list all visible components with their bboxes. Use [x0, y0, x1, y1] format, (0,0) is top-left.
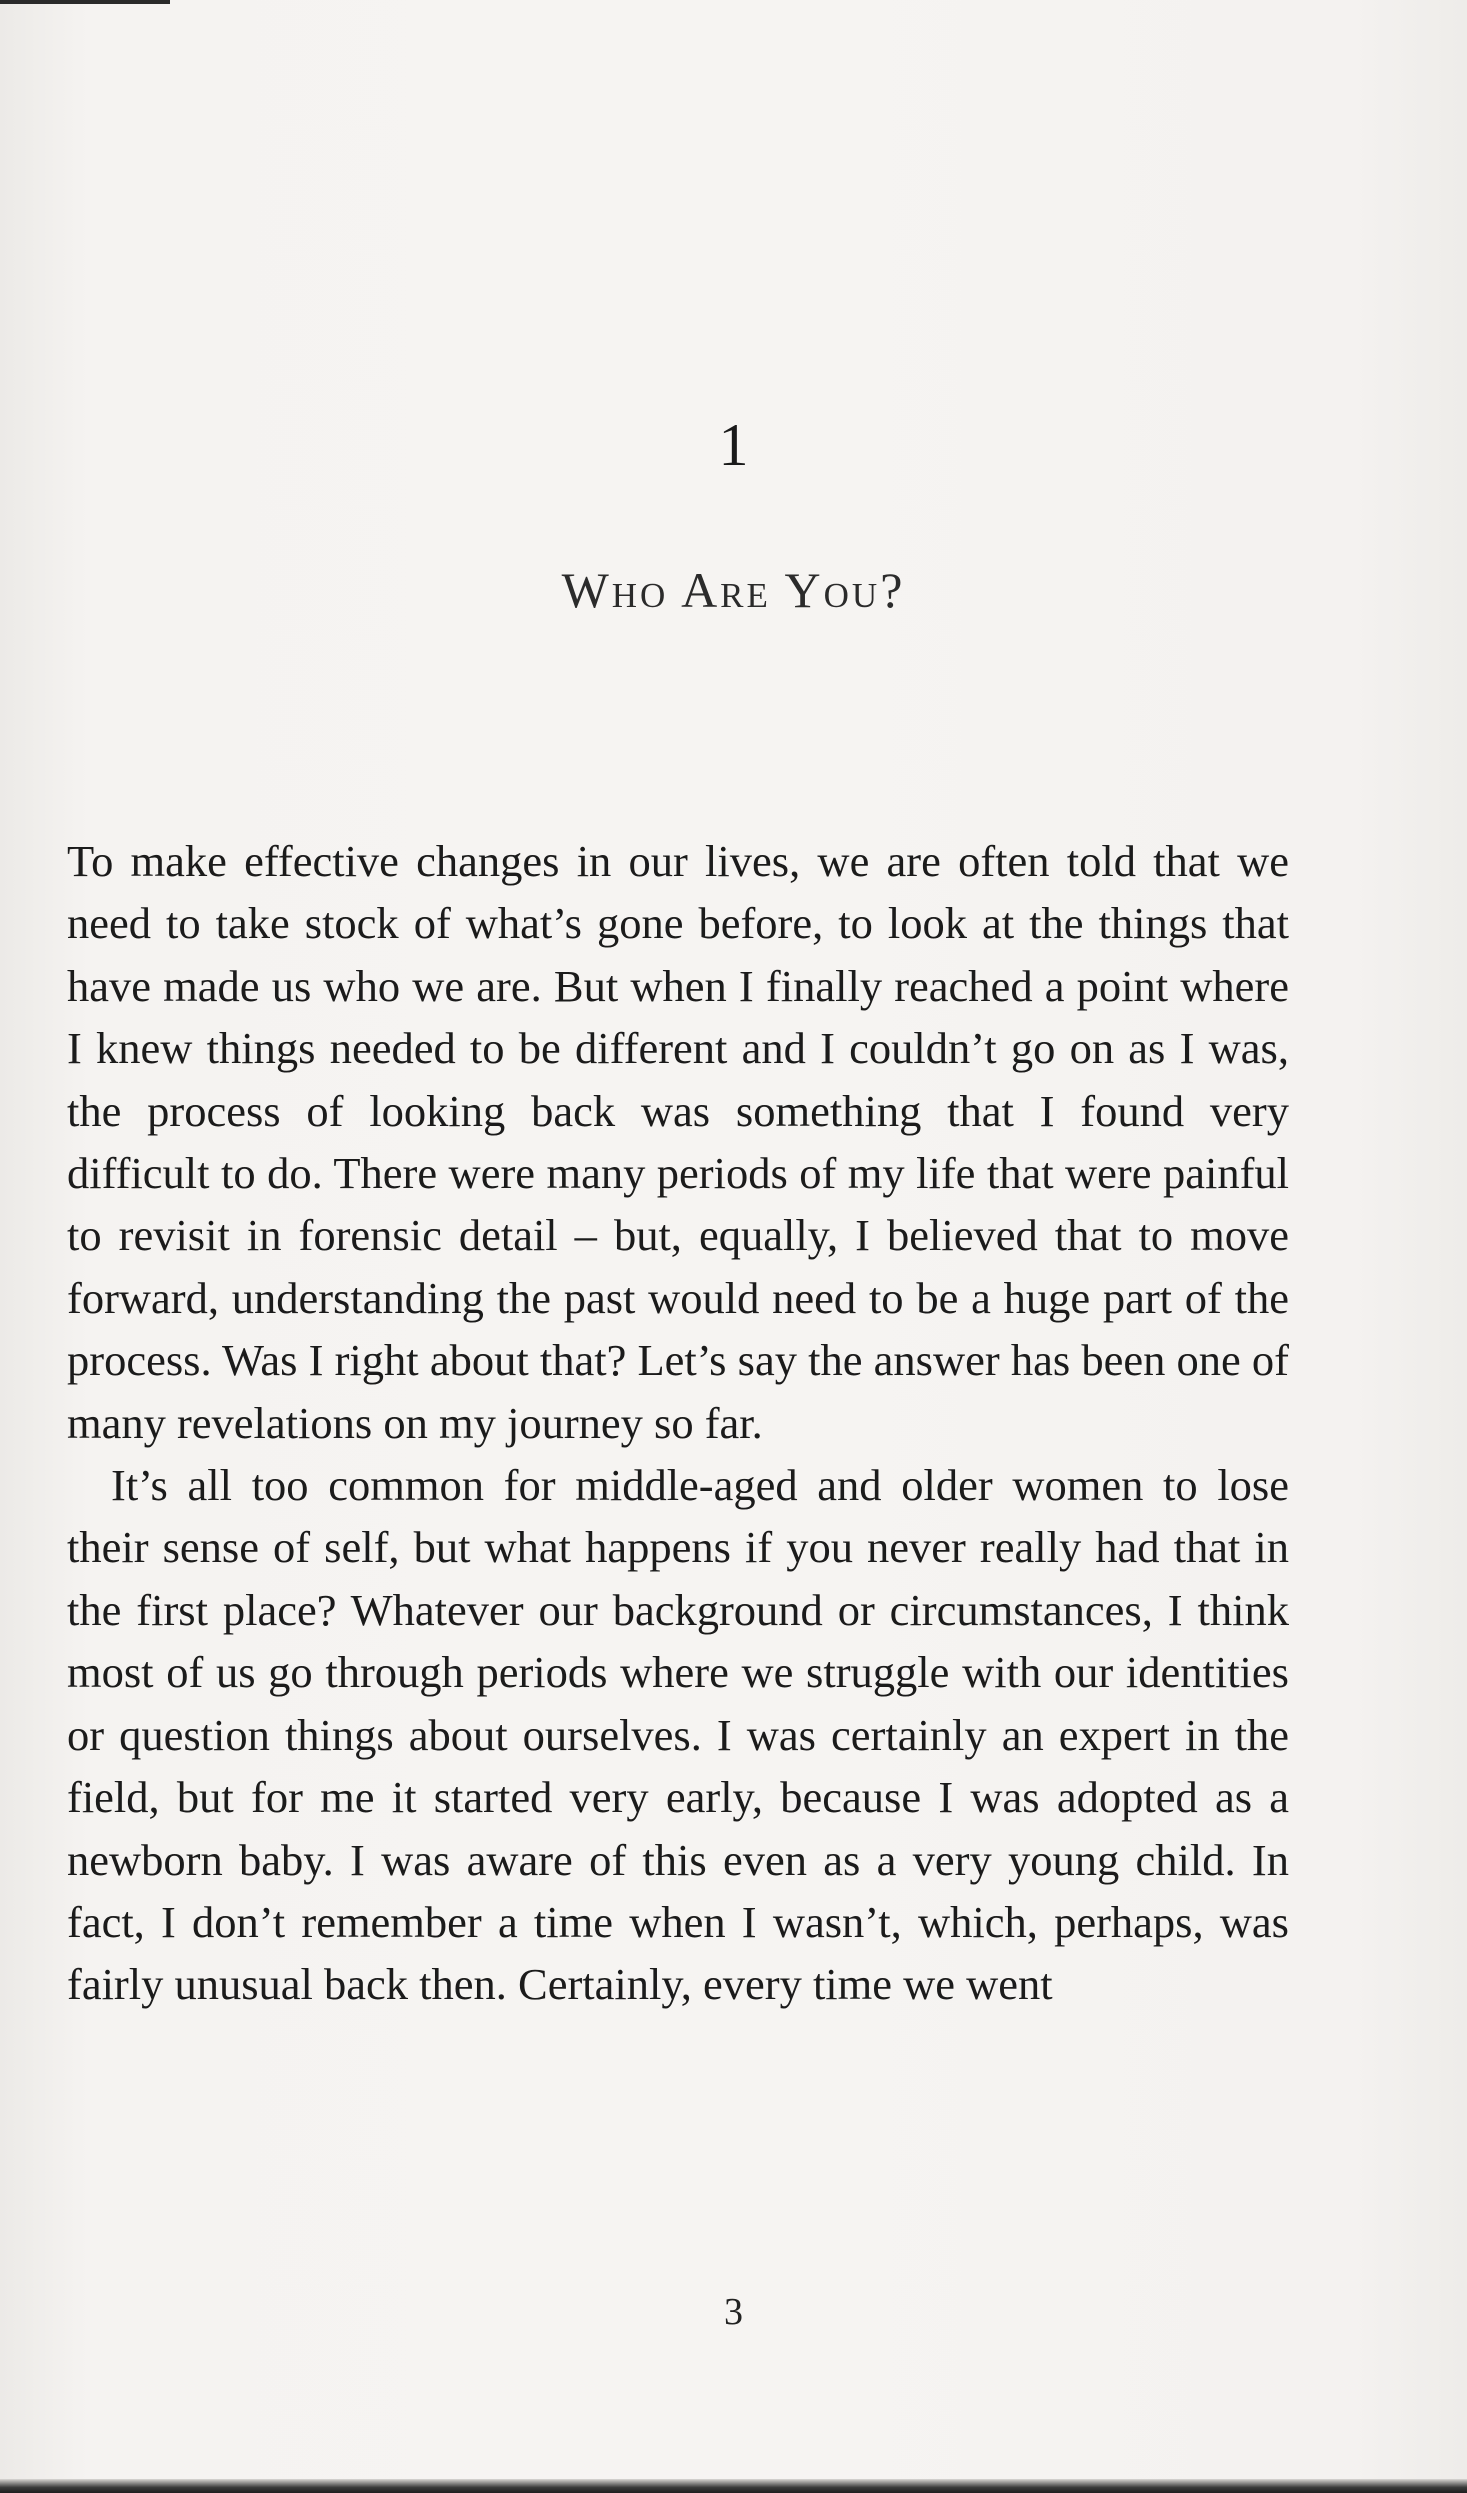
chapter-body: [67, 830, 1289, 2016]
page-bottom-edge: [0, 2479, 1467, 2493]
page-number: 3: [724, 2291, 743, 2333]
page-edge-shadow: [0, 0, 170, 4]
paragraph-1: To make effective changes in our lives, we are often told that we need to take stock of what’s gone before, to look at the things that have made us who we are. But when I finally reached a point where I knew things needed to be different and I couldn’t go on as I was, the process of looking back was something that I found very difficult to do. There were many periods of my life that were painful to revisit in forensic detail – but, equally, I believed that to move forward, understanding the past would need to be a huge part of the process. Was I right about that? Let’s say the answer has been one of many revelations on my journey so far.: [67, 836, 1289, 1448]
chapter-number: 1: [718, 412, 749, 478]
chapter-title: Who Are You?: [561, 562, 906, 618]
paragraph-2: It’s all too common for middle-aged and older women to lose their sense of self, but what happens if you never really had that in the first place? Whatever our background or circumstances, I think most of us go through periods where we struggle with our identities or question things about ourselves. I was certainly an expert in the field, but for me it started very early, because I was adopted as a newborn baby. I was aware of this even as a very young child. In fact, I don’t remember a time when I wasn’t, which, perhaps, was fairly unusual back then. Certainly, every time we went: [67, 1460, 1289, 2010]
